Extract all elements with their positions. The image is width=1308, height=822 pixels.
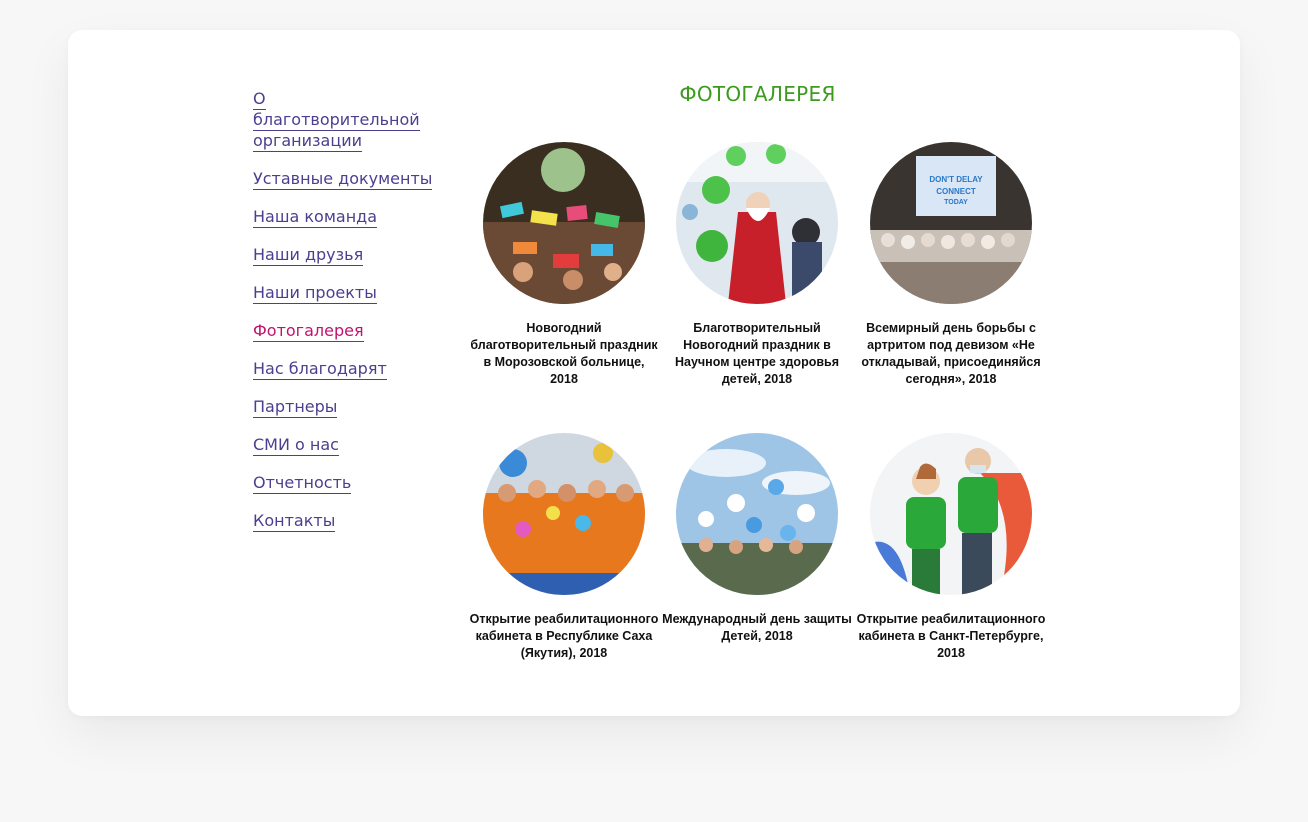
sidebar-item-charter-documents[interactable] [253, 168, 453, 189]
gallery-photo-children-day[interactable] [676, 433, 838, 595]
sidebar-item-media[interactable] [253, 434, 453, 455]
sidebar-item-label: Контакты [253, 511, 336, 530]
sidebar-item-label: Наши друзья [253, 245, 364, 264]
gallery-photo-new-year-morozov[interactable] [483, 142, 645, 304]
gallery-caption: Всемирный день борьбы с артритом под девизом «Не откладывай, присоединяйся сегодня», 2018 [861, 321, 1041, 386]
page-title: ФОТОГАЛЕРЕЯ [679, 82, 836, 106]
gallery-item[interactable] [854, 142, 1048, 388]
gallery-item[interactable] [660, 142, 854, 388]
svg-text:CONNECT: CONNECT [936, 187, 976, 196]
sidebar-item-contacts[interactable] [253, 510, 453, 531]
sidebar-item-label: Наша команда [253, 207, 378, 226]
gallery-photo-yakutia-rehab[interactable] [483, 433, 645, 595]
gallery-photo-new-year-health-center[interactable] [676, 142, 838, 304]
sidebar-item-our-team[interactable] [253, 206, 453, 227]
sidebar-item-our-projects[interactable] [253, 282, 453, 303]
sidebar-item-label: О благотворительной организации [253, 89, 420, 150]
sidebar-item-about[interactable] [253, 88, 423, 151]
gallery-caption: Международный день защиты Детей, 2018 [662, 612, 852, 643]
projector-screen-text: DON'T DELAY [929, 175, 983, 184]
sidebar-item-thanks[interactable] [253, 358, 453, 379]
gallery-item[interactable] [467, 433, 661, 662]
gallery-item[interactable] [467, 142, 661, 388]
gallery-caption: Новогодний благотворительный праздник в Морозовской больнице, 2018 [470, 321, 658, 386]
sidebar-item-label: Отчетность [253, 473, 352, 492]
sidebar-item-our-friends[interactable] [253, 244, 453, 265]
sidebar-item-label: Нас благодарят [253, 359, 387, 378]
gallery-caption: Благотворительный Новогодний праздник в Научном центре здоровья детей, 2018 [674, 321, 839, 386]
gallery-caption: Открытие реабилитационного кабинета в Санкт-Петербурге, 2018 [856, 612, 1046, 660]
svg-text:TODAY: TODAY [944, 199, 968, 206]
sidebar-item-label: Наши проекты [253, 283, 377, 302]
gallery-caption: Открытие реабилитационного кабинета в Республике Саха (Якутия), 2018 [469, 612, 659, 660]
sidebar-item-partners[interactable] [253, 396, 453, 417]
gallery-item[interactable] [660, 433, 854, 645]
gallery-photo-arthritis-day[interactable] [870, 142, 1032, 304]
sidebar-item-label: Фотогалерея [253, 321, 364, 340]
sidebar-item-label: СМИ о нас [253, 435, 339, 454]
gallery-item[interactable] [854, 433, 1048, 662]
sidebar-item-reports[interactable] [253, 472, 453, 493]
sidebar-item-photo-gallery[interactable] [253, 320, 453, 341]
sidebar-item-label: Партнеры [253, 397, 338, 416]
gallery-photo-spb-rehab[interactable] [870, 433, 1032, 595]
sidebar-item-label: Уставные документы [253, 169, 433, 188]
sidebar-nav [253, 88, 453, 548]
